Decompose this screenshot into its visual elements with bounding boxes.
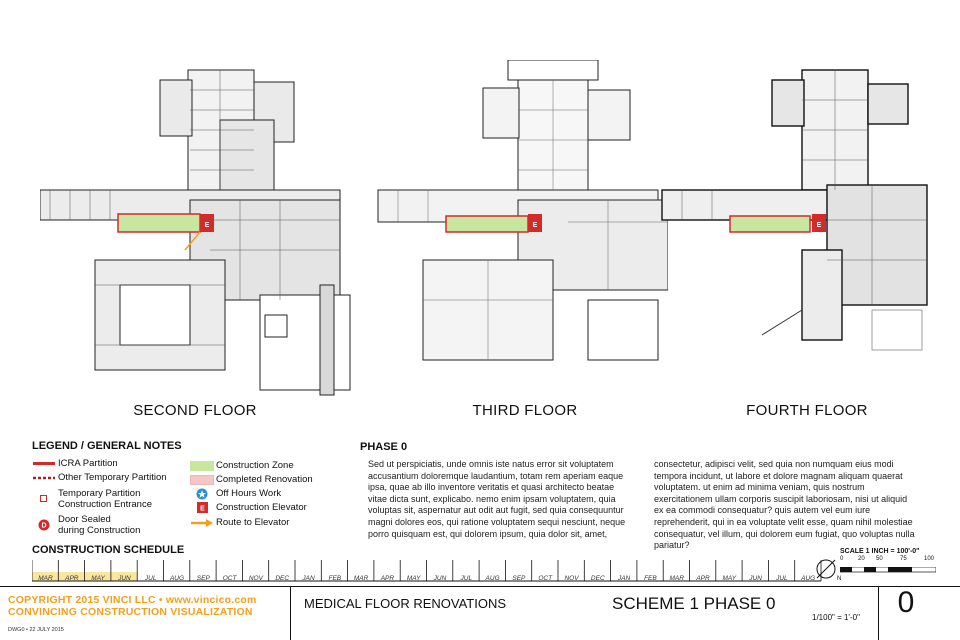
schedule-month-label: SEP [196,575,210,582]
schedule-month-label: FEB [644,575,657,582]
footer-box-left [290,586,291,640]
phase-notes-col1: Sed ut perspiciatis, unde omnis iste natus error sit voluptatem accusantium doloremque laudantium, totam rem aperiam eaque ipsa, quae ab illo inventore veritatis et quasi architecto beatae vitae dicta sunt, explicabo. nemo enim ipsam voluptatem, quia voluptas sit, aspernatur aut odit aut fugit, sed quia consequuntur magni dolores eos, qui ratione voluptatem sequi nesciunt, neque porro quisquam est, qui dolorem ipsum, quia dolor sit, amet, [368,459,626,539]
schedule-month-label: JUN [433,575,447,582]
schedule-month-label: DEC [590,575,605,582]
floor-label-second: SECOND FLOOR [133,402,257,419]
schedule-month-label: APR [380,575,395,582]
schedule-month-label: AUG [169,575,185,582]
schedule-month-label: DEC [275,575,290,582]
floor-plan-second [40,60,360,400]
legend-title: LEGEND / GENERAL NOTES [32,440,182,452]
off-hours-star-icon [190,488,214,499]
scheme-title: SCHEME 1 PHASE 0 [612,594,776,613]
schedule-month-label: SEP [512,575,526,582]
schedule-month-label: NOV [248,575,263,582]
door-symbol: D [41,522,47,530]
legend-label-completed: Completed Renovation [216,474,313,485]
legend-label-off-hours: Off Hours Work [216,488,282,499]
scale-tick-label: 20 [858,556,865,562]
schedule-month-label: JUN [118,575,131,582]
legend-item-elevator [190,502,307,513]
legend-label-entrance: Temporary Partition Construction Entrance [58,488,152,510]
schedule-title: CONSTRUCTION SCHEDULE [32,544,185,556]
north-label: N [837,576,842,582]
schedule-month-label: OCT [222,575,237,582]
legend-label-route: Route to Elevator [216,517,290,528]
phase-notes-col2: consectetur, adipisci velit, sed quia non numquam eius modi tempora incidunt, ut labore et dolore magnam aliquam quaerat voluptatem. ut enim ad minima veniam, quis nostrum exercitationem ullam corporis suscipit laboriosam, nisi ut aliquid ex ea commodi consequatur? quis autem vel eum iure reprehenderit, qui in ea voluptate velit esse, quam nihil molestiae consequatur, vel illum, qui dolorem eum fugiat, quo voluptas nulla pariatur? [654,459,915,551]
icra-partition-icon [32,458,56,469]
legend-item-off-hours [190,488,281,499]
schedule-month-label: MAY [406,575,421,582]
schedule-month-label: JUL [460,575,473,582]
scale-tick-label: 0 [840,556,844,562]
legend-label-construction-zone: Construction Zone [216,460,294,471]
schedule-month-label: FEB [328,575,342,582]
scale-bar [840,564,936,574]
footer-box-right [878,586,879,640]
legend-label-door-sealed: Door Sealed during Construction [58,514,141,536]
svg-text:E: E [816,222,822,229]
footer-divider [0,586,960,587]
floor-label-fourth: FOURTH FLOOR [746,402,868,419]
phase-number: 0 [897,586,915,619]
construction-elevator-icon [190,502,214,513]
route-arrow-icon [190,517,214,528]
legend-label-other-partition: Other Temporary Partition [58,472,167,483]
temporary-partition-icon [32,472,56,483]
schedule-month-label: JAN [617,575,631,582]
construction-entrance-icon [32,488,56,510]
schedule-month-label: NOV [564,575,579,582]
svg-text:E: E [532,222,538,229]
legend-item-completed [190,474,313,485]
legend-label-icra: ICRA Partition [58,458,118,469]
scale-tick-label: 75 [900,556,907,562]
schedule-month-label: MAR [353,575,369,582]
scale-tick-label: 50 [876,556,883,562]
legend-item-other-partition [32,472,167,483]
schedule-month-label: AUG [801,575,816,582]
legend-item-icra [32,458,118,469]
floor-label-third: THIRD FLOOR [472,402,578,419]
legend-item-route [190,517,289,528]
schedule-month-label: MAY [722,575,737,582]
schedule-month-label: MAR [669,575,684,582]
schedule-month-label: JAN [302,575,315,582]
schedule-month-label: MAY [91,575,105,582]
schedule-month-label: OCT [538,575,553,582]
project-title: MEDICAL FLOOR RENOVATIONS [304,596,507,611]
copyright: COPYRIGHT 2015 VINCI LLC • www.vincico.com [8,594,257,606]
schedule-month-label: JUN [749,575,762,582]
schedule-month-label: APR [696,575,710,582]
floor-plan-fourth [652,60,952,400]
scale-note: 1/100" = 1'-0" [812,613,860,622]
schedule-month-label: AUG [485,575,500,582]
tagline: CONVINCING CONSTRUCTION VISUALIZATION [8,606,253,618]
scale-tick-label: 100 [924,556,935,562]
legend-label-elevator: Construction Elevator [216,502,307,513]
schedule-month-label: JUL [776,575,788,582]
schedule-month-label: MAR [38,575,53,582]
svg-text:E: E [204,222,210,229]
schedule-month-label: APR [65,575,79,582]
schedule-month-label: JUL [144,575,157,582]
legend-item-door-sealed [32,514,140,536]
scale-title: SCALE 1 INCH = 100'-0" [840,548,920,555]
legend-item-construction-zone [190,460,294,471]
construction-zone-swatch [190,460,214,471]
completed-renovation-swatch [190,474,214,485]
phase-title: PHASE 0 [360,441,408,453]
floor-plan-third [368,60,668,400]
legend-item-entrance [32,488,152,510]
drawing-date: DWG0 • 22 JULY 2015 [8,627,64,633]
door-sealed-icon [32,514,56,536]
elevator-symbol: E [199,505,205,513]
